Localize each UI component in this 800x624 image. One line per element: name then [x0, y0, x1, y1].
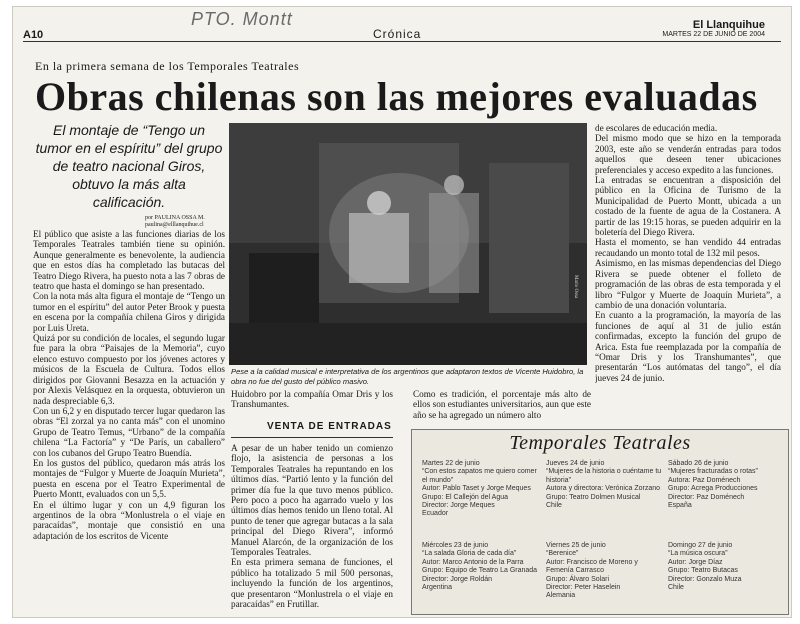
- paragraph: En esta primera semana de funciones, el público ha totalizado 5 mil 500 personas, incluyendo la función de los argentinos, que presentaron “Monlustrela o el viaje en paracaídas” en Frutillar.: [231, 557, 393, 610]
- subhead: VENTA DE ENTRADAS: [267, 421, 392, 432]
- schedule-line: Alemania: [546, 592, 576, 600]
- issue-date: MARTES 22 DE JUNIO DE 2004: [662, 31, 765, 38]
- newspaper-page: [12, 6, 792, 618]
- schedule-entry: [668, 542, 786, 592]
- schedule-line: Autor: Jorge Díaz: [668, 558, 723, 566]
- schedule-line: “Mujeres fracturadas o rotas”: [668, 468, 758, 476]
- kicker: En la primera semana de los Temporales Teatrales: [35, 59, 300, 73]
- schedule-line: Director: Jorge Meques: [422, 502, 495, 510]
- schedule-line: Argentina: [422, 584, 452, 592]
- schedule-line: “La salada Gloria de cada día”: [422, 550, 517, 558]
- schedule-line: Chile: [668, 584, 684, 592]
- paragraph: Con un 6,2 y en disputado tercer lugar quedaron las obras “El zorzal ya no canta más” con el unomino Grupo de Teatro Temus, “Urbano” de la compañía chilena “La Factoría” y “De París, un caballero” con los cubanos del Grupo Teatro Buendía.: [33, 405, 225, 458]
- masthead: [662, 19, 765, 38]
- paragraph: A pesar de un haber tenido un comienzo flojo, la asistencia de personas a los Temporales Teatrales ha repuntando en los últimos días. “Partió lento y la función del primer día fue la que tuvo menos público. Pero poco a poco ha agarrado vuelo y los últimos días hemos tenido un lleno total. Al punto de tener que agregar butacas a la sala principal del Diego Rivera”, informó Manuel Alarcón, de la organización de los Temporales Teatrales.: [231, 443, 393, 558]
- schedule-entry: [668, 460, 786, 510]
- paragraph: Asimismo, en las mismas dependencias del Diego Rivera se puede obtener el folleto de programación de las obras de esta temporada y el libro “Fulgor y Muerte de Joaquín Murieta”, a cambio de una donación voluntaria.: [595, 258, 781, 310]
- schedule-line: Ecuador: [422, 510, 449, 518]
- page-number: A10: [23, 29, 44, 41]
- schedule-entry: [422, 542, 540, 592]
- schedule-line: Autora y directora: Verónica Zorzano: [546, 485, 661, 493]
- article-deck: El montaje de “Tengo un tumor en el espíritu” del grupo de teatro nacional Giros, obtuvo la más alta calificación.: [35, 122, 223, 210]
- schedule-line: Grupo: Teatro Dolmen Musical: [546, 493, 641, 501]
- paragraph: Del mismo modo que se hizo en la temporada 2003, este año se venderán entradas para todos aquellos que deseen tener ubicaciones preferenciales y acceso expedito a las funciones.: [595, 133, 781, 175]
- header-rule: [23, 41, 781, 42]
- schedule-line: Grupo: Álvaro Solari: [546, 575, 610, 583]
- article-column-2: [231, 443, 393, 618]
- schedule-day: Miércoles 23 de junio: [422, 542, 489, 549]
- photo-caption: Pese a la calidad musical e interpretativa de los argentinos que adaptaron textos de Vicente Huidobro, la obra no fue del gusto del público masivo.: [231, 367, 584, 386]
- schedule-line: Grupo: Teatro Butacas: [668, 567, 738, 575]
- paragraph: de escolares de educación media.: [595, 123, 718, 133]
- paragraph: En el último lugar y con un 4,9 figuran los argentinos de la obra “Monlustrela o el viaje en paracaídas”, montaje que consistió en una adaptación de los escritos de Vicente: [33, 499, 225, 541]
- schedule-line: “Mujeres de la historia o cuéntame tu historia”: [546, 468, 662, 484]
- schedule-entry: [546, 542, 664, 601]
- schedule-line: “Berenice”: [546, 550, 579, 558]
- schedule-line: Director: Jorge Roldán: [422, 575, 493, 583]
- schedule-line: Director: Peter Haselein: [546, 584, 621, 592]
- photo-credit: Mario Ossa: [573, 275, 578, 299]
- schedule-entry: [546, 460, 664, 510]
- article-photo: [229, 123, 587, 365]
- schedule-day: Domingo 27 de junio: [668, 542, 733, 549]
- schedule-day: Martes 22 de junio: [422, 460, 480, 467]
- schedule-line: Autor: Pablo Taset y Jorge Meques: [422, 485, 531, 493]
- article-column-1: [33, 229, 225, 618]
- schedule-line: Director: Gonzalo Muza: [668, 575, 742, 583]
- headline: Obras chilenas son las mejores evaluadas: [35, 74, 758, 119]
- schedule-line: España: [668, 502, 692, 510]
- schedule-box: [411, 429, 789, 615]
- handwritten-note: PTO. Montt: [191, 9, 293, 29]
- section-title: Crónica: [373, 27, 422, 41]
- paragraph: En los gustos del público, quedaron más atrás los montajes de “Fulgor y Muerte de Joaquín Murieta”, puesta en escena por el Teatro Experimental de Puerto Montt, evaluados con un 5,5.: [33, 457, 225, 500]
- schedule-line: “Con estos zapatos me quiero comer el mundo”: [422, 468, 537, 484]
- paragraph: En cuanto a la programación, la mayoría de las funciones de aquí al 31 de julio están confirmadas, excepto la función del grupo de Arica. Esta fue reemplazada por la compañía de “Omar Dris y los Transhumantes”, que presentarán “Los autómatas del tango”, el día jueves 24 de junio.: [595, 310, 781, 383]
- schedule-line: Autor: Francisco de Moreno y Femenía Carrasco: [546, 558, 638, 575]
- schedule-day: Jueves 24 de junio: [546, 460, 605, 467]
- schedule-day: Viernes 25 de junio: [546, 542, 606, 549]
- schedule-day: Sábado 26 de junio: [668, 460, 729, 467]
- paragraph: La entradas se encuentran a disposición del público en la Oficina de Turismo de la Municipalidad de Puerto Montt, ubicada a un costado de la fuente de agua de la Costanera. A partir de las 19:15 horas, se pueden adquirir en la boletería del Diego Rivera.: [595, 175, 781, 238]
- paragraph: Hasta el momento, se han vendido 44 entradas recaudando un monto total de 132 mil pesos.: [595, 237, 781, 258]
- schedule-line: Grupo: Equipo de Teatro La Granada: [422, 567, 538, 575]
- stage-scene-image: [229, 123, 587, 365]
- schedule-entry: [422, 460, 540, 519]
- schedule-line: Director: Paz Doménech: [668, 493, 745, 501]
- article-column-2b-top: Como es tradición, el porcentaje más alto de ellos son estudiantes universitarios, aun que este año se ha agregado un número alto: [413, 389, 591, 420]
- schedule-line: Autor: Marco Antonio de la Parra: [422, 558, 524, 566]
- article-column-3: [595, 123, 781, 425]
- newspaper-name: El Llanquihue: [692, 19, 765, 31]
- paragraph: Quizá por su condición de locales, el segundo lugar fue para la obra “Paisajes de la Memoria”, cuyo elenco estuvo compuesto por los jóvenes actores y músicos de la Escuela de Cultura. Todos ellos dirigidos por Giovanni Besazza en la actuación y por Alexis Velásquez en la orquesta, obtuvieron un nada despreciable 6,3.: [33, 333, 225, 406]
- schedule-line: “La música oscura”: [668, 550, 728, 558]
- schedule-title: Temporales Teatrales: [509, 432, 691, 454]
- schedule-line: Autora: Paz Doménech: [668, 476, 741, 484]
- schedule-line: Grupo: Acrega Producciones: [668, 485, 758, 493]
- schedule-line: Grupo: El Callejón del Agua: [422, 493, 508, 501]
- paragraph: Con la nota más alta figura el montaje de “Tengo un tumor en el espíritu” del autor Peter Brook y puesta en escena por la compañía chilena Giros y dirigida por Luis Ureta.: [33, 291, 225, 333]
- byline: por PAULINA OSSA M. paulina@elllanquihue.cl: [145, 215, 205, 228]
- article-column-2-top: Huidobro por la compañía Omar Dris y los Transhumantes.: [231, 389, 393, 410]
- schedule-line: Chile: [546, 502, 562, 510]
- subhead-rule: [231, 437, 393, 438]
- paragraph: El público que asiste a las funciones diarias de los Temporales Teatrales también tiene su opinión. Aunque generalmente es benevolente, la audiencia que en estos días ha completado las butacas del Teatro Diego Rivera, ha puesto nota a las 7 obras de teatro que hasta el domingo se han presentado.: [33, 229, 225, 292]
